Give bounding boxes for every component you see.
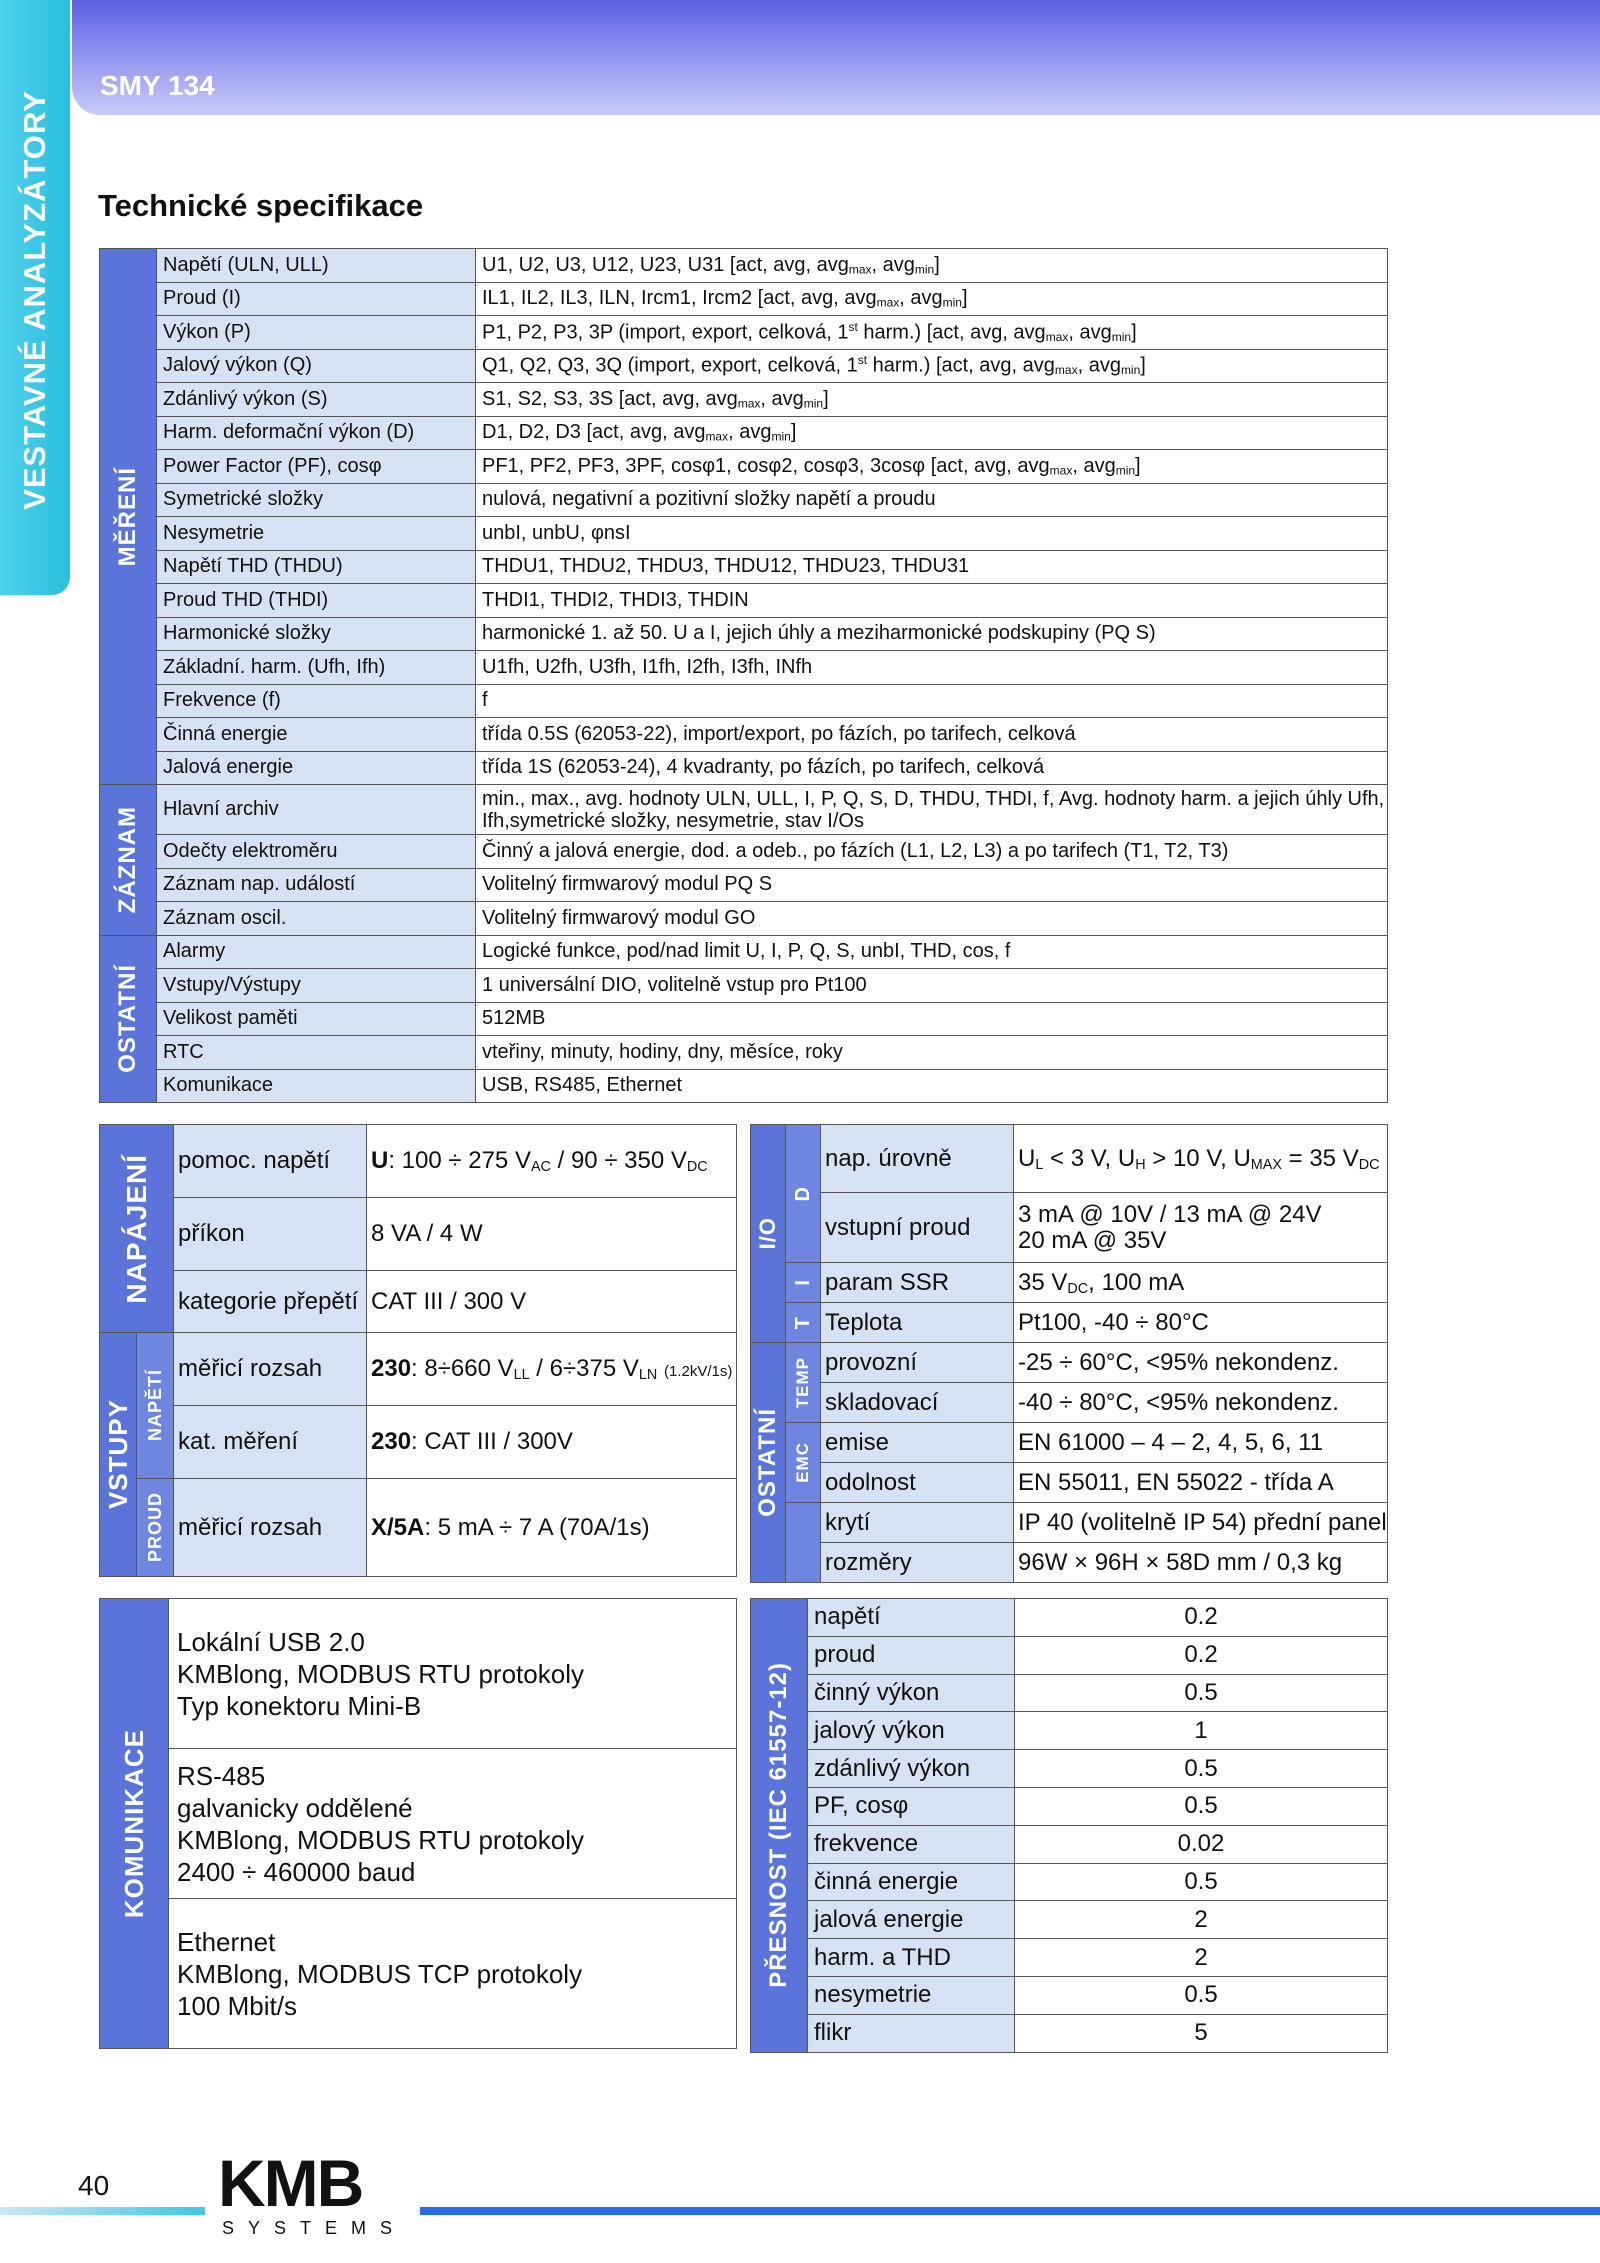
logo-main: KMB bbox=[218, 2146, 363, 2220]
group-i: I bbox=[786, 1263, 821, 1303]
spec-value: IL1, IL2, IL3, ILN, Ircm1, Ircm2 [act, avg, avg$_{max}$, avg$_{min}$] bbox=[476, 282, 1388, 316]
spec-value: 8 VA / 4 W bbox=[367, 1198, 737, 1271]
page-title: Technické specifikace bbox=[98, 188, 424, 223]
spec-label: Odečty elektroměru bbox=[157, 835, 476, 869]
group-temp: TEMP bbox=[786, 1343, 821, 1423]
accuracy-row bbox=[751, 1939, 1388, 1977]
spec-label: Harm. deformační výkon (D) bbox=[157, 416, 476, 450]
accuracy-label: činná energie bbox=[808, 1863, 1015, 1901]
spec-value: 1 universální DIO, volitelně vstup pro Pt100 bbox=[476, 969, 1388, 1003]
group-other: OSTATNÍ bbox=[751, 1343, 786, 1583]
accuracy-row bbox=[751, 1712, 1388, 1750]
accuracy-row bbox=[751, 1825, 1388, 1863]
spec-label: rozměry bbox=[821, 1543, 1014, 1583]
spec-value: nulová, negativní a pozitivní složky napětí a proudu bbox=[476, 483, 1388, 517]
accuracy-value: 5 bbox=[1015, 2014, 1388, 2052]
accuracy-value: 0.5 bbox=[1015, 1674, 1388, 1712]
main-spec-table bbox=[99, 248, 1388, 1103]
group-inputs: VSTUPY bbox=[100, 1333, 137, 1577]
accuracy-value: 0.5 bbox=[1015, 1976, 1388, 2014]
spec-value: EN 55011, EN 55022 - třída A bbox=[1014, 1463, 1388, 1503]
spec-value: USB, RS485, Ethernet bbox=[476, 1069, 1388, 1103]
accuracy-row bbox=[751, 1863, 1388, 1901]
spec-value: Logické funkce, pod/nad limit U, I, P, Q, S, unbI, THD, cos, f bbox=[476, 935, 1388, 969]
spec-value: U1, U2, U3, U12, U23, U31 [act, avg, avg$_{max}$, avg$_{min}$] bbox=[476, 249, 1388, 283]
spec-row bbox=[100, 868, 1388, 902]
spec-value: PF1, PF2, PF3, 3PF, cosφ1, cosφ2, cosφ3, 3cosφ [act, avg, avg$_{max}$, avg$_{min}$] bbox=[476, 450, 1388, 484]
spec-row bbox=[100, 684, 1388, 718]
group-emc: EMC bbox=[786, 1423, 821, 1503]
accuracy-row bbox=[751, 1750, 1388, 1788]
spec-label: Vstupy/Výstupy bbox=[157, 969, 476, 1003]
accuracy-value: 0.5 bbox=[1015, 1787, 1388, 1825]
comm-line: KMBlong, MODBUS RTU protokoly bbox=[177, 1824, 584, 1855]
spec-label: kategorie přepětí bbox=[174, 1271, 367, 1333]
spec-label: RTC bbox=[157, 1036, 476, 1070]
spec-label: Symetrické složky bbox=[157, 483, 476, 517]
spec-row bbox=[100, 935, 1388, 969]
spec-label: Alarmy bbox=[157, 935, 476, 969]
spec-value: P1, P2, P3, 3P (import, export, celková, 1st harm.) [act, avg, avg$_{max}$, avg$_{min}$] bbox=[476, 316, 1388, 350]
spec-label: vstupní proud bbox=[821, 1193, 1014, 1263]
spec-value: U1fh, U2fh, U3fh, I1fh, I2fh, I3fh, INfh bbox=[476, 651, 1388, 685]
spec-row bbox=[100, 902, 1388, 936]
accuracy-label: činný výkon bbox=[808, 1674, 1015, 1712]
group-other-blank bbox=[786, 1503, 821, 1583]
spec-row bbox=[100, 450, 1388, 484]
spec-value: D1, D2, D3 [act, avg, avg$_{max}$, avg$_{min}$] bbox=[476, 416, 1388, 450]
spec-value: 3 mA @ 10V / 13 mA @ 24V 20 mA @ 35V bbox=[1014, 1193, 1388, 1263]
comm-line: KMBlong, MODBUS TCP protokoly bbox=[177, 1958, 583, 1989]
accuracy-label: jalová energie bbox=[808, 1901, 1015, 1939]
accuracy-label: proud bbox=[808, 1636, 1015, 1674]
spec-row bbox=[100, 1036, 1388, 1070]
accuracy-row bbox=[751, 1674, 1388, 1712]
spec-row bbox=[100, 651, 1388, 685]
group-voltage: NAPĚTÍ bbox=[137, 1333, 174, 1479]
accuracy-value: 0.5 bbox=[1015, 1750, 1388, 1788]
spec-label: Komunikace bbox=[157, 1069, 476, 1103]
spec-label: nap. úrovně bbox=[821, 1125, 1014, 1193]
spec-value: 230: CAT III / 300V bbox=[367, 1406, 737, 1479]
spec-label: param SSR bbox=[821, 1263, 1014, 1303]
spec-label: Činná energie bbox=[157, 718, 476, 752]
spec-row bbox=[100, 249, 1388, 283]
comm-block bbox=[169, 1599, 737, 1749]
spec-row bbox=[100, 1002, 1388, 1036]
spec-label: příkon bbox=[174, 1198, 367, 1271]
spec-label: provozní bbox=[821, 1343, 1014, 1383]
spec-value: -40 ÷ 80°C, <95% nekondenz. bbox=[1014, 1383, 1388, 1423]
model-name: SMY 134 bbox=[100, 70, 215, 101]
spec-value: IP 40 (volitelně IP 54) přední panel bbox=[1014, 1503, 1388, 1543]
accuracy-row bbox=[751, 2014, 1388, 2052]
spec-label: Nesymetrie bbox=[157, 517, 476, 551]
power-inputs-table bbox=[99, 1124, 737, 1577]
side-title: VESTAVNÉ ANALYZÁTORY bbox=[17, 90, 52, 510]
accuracy-label: frekvence bbox=[808, 1825, 1015, 1863]
spec-value: f bbox=[476, 684, 1388, 718]
group-2: OSTATNÍ bbox=[100, 935, 157, 1103]
spec-value: S1, S2, S3, 3S [act, avg, avg$_{max}$, avg$_{min}$] bbox=[476, 383, 1388, 417]
spec-value: X/5A: 5 mA ÷ 7 A (70A/1s) bbox=[367, 1479, 737, 1577]
spec-value: min., max., avg. hodnoty ULN, ULL, I, P, Q, S, D, THDU, THDI, f, Avg. hodnoty harm. a jejich úhly Ufh, Ifh,symetrické složky, nesymetrie, stav I/Os bbox=[476, 785, 1388, 835]
group-0: MĚŘENÍ bbox=[100, 249, 157, 785]
accuracy-row bbox=[751, 1787, 1388, 1825]
io-other-table bbox=[750, 1124, 1388, 1583]
spec-label: Jalový výkon (Q) bbox=[157, 349, 476, 383]
spec-label: Velikost paměti bbox=[157, 1002, 476, 1036]
spec-value: třída 1S (62053-24), 4 kvadranty, po fázích, po tarifech, celková bbox=[476, 751, 1388, 785]
group-power: NAPÁJENÍ bbox=[100, 1125, 174, 1333]
accuracy-row bbox=[751, 1636, 1388, 1674]
group-t: T bbox=[786, 1303, 821, 1343]
spec-value: Q1, Q2, Q3, 3Q (import, export, celková, 1st harm.) [act, avg, avg$_{max}$, avg$_{min}$] bbox=[476, 349, 1388, 383]
spec-value: Volitelný firmwarový modul PQ S bbox=[476, 868, 1388, 902]
spec-value: 35 $V_{DC}$, 100 mA bbox=[1014, 1263, 1388, 1303]
spec-value: třída 0.5S (62053-22), import/export, po fázích, po tarifech, celková bbox=[476, 718, 1388, 752]
comm-line: KMBlong, MODBUS RTU protokoly bbox=[177, 1658, 584, 1689]
spec-label: Napětí (ULN, ULL) bbox=[157, 249, 476, 283]
accuracy-value: 1 bbox=[1015, 1712, 1388, 1750]
spec-value: unbI, unbU, φnsI bbox=[476, 517, 1388, 551]
accuracy-value: 2 bbox=[1015, 1939, 1388, 1977]
spec-value: Volitelný firmwarový modul GO bbox=[476, 902, 1388, 936]
comm-line: 2400 ÷ 460000 baud bbox=[177, 1856, 416, 1887]
accuracy-table bbox=[750, 1598, 1388, 2053]
spec-row bbox=[100, 584, 1388, 618]
spec-row bbox=[100, 517, 1388, 551]
comm-line: galvanicky oddělené bbox=[177, 1792, 413, 1823]
spec-row bbox=[100, 785, 1388, 835]
spec-label: měřicí rozsah bbox=[174, 1333, 367, 1406]
accuracy-label: jalový výkon bbox=[808, 1712, 1015, 1750]
spec-row bbox=[100, 349, 1388, 383]
spec-row bbox=[100, 483, 1388, 517]
spec-label: Teplota bbox=[821, 1303, 1014, 1343]
comm-line: 100 Mbit/s bbox=[177, 1990, 297, 2021]
spec-label: Výkon (P) bbox=[157, 316, 476, 350]
spec-label: Harmonické složky bbox=[157, 617, 476, 651]
footer-line-right bbox=[420, 2207, 1600, 2215]
accuracy-label: napětí bbox=[808, 1599, 1015, 1637]
group-d: D bbox=[786, 1125, 821, 1263]
spec-row bbox=[100, 383, 1388, 417]
spec-label: měřicí rozsah bbox=[174, 1479, 367, 1577]
logo-sub: SYSTEMS bbox=[222, 2218, 407, 2238]
spec-label: krytí bbox=[821, 1503, 1014, 1543]
comm-line: Typ konektoru Mini-B bbox=[177, 1690, 422, 1721]
spec-row bbox=[100, 835, 1388, 869]
accuracy-row bbox=[751, 1599, 1388, 1637]
accuracy-row bbox=[751, 1976, 1388, 2014]
spec-label: Zdánlivý výkon (S) bbox=[157, 383, 476, 417]
group-accuracy: PŘESNOST (IEC 61557-12) bbox=[751, 1599, 808, 2053]
accuracy-label: harm. a THD bbox=[808, 1939, 1015, 1977]
spec-label: Záznam nap. událostí bbox=[157, 868, 476, 902]
spec-value: -25 ÷ 60°C, <95% nekondenz. bbox=[1014, 1343, 1388, 1383]
accuracy-label: nesymetrie bbox=[808, 1976, 1015, 2014]
spec-row bbox=[100, 969, 1388, 1003]
spec-label: Záznam oscil. bbox=[157, 902, 476, 936]
spec-label: Frekvence (f) bbox=[157, 684, 476, 718]
accuracy-row bbox=[751, 1901, 1388, 1939]
spec-label: Proud THD (THDI) bbox=[157, 584, 476, 618]
spec-row bbox=[100, 550, 1388, 584]
comm-line: Lokální USB 2.0 bbox=[177, 1626, 365, 1657]
spec-value: CAT III / 300 V bbox=[367, 1271, 737, 1333]
accuracy-value: 0.5 bbox=[1015, 1863, 1388, 1901]
side-tab bbox=[0, 0, 70, 595]
group-communication: KOMUNIKACE bbox=[100, 1599, 169, 2049]
spec-label: skladovací bbox=[821, 1383, 1014, 1423]
accuracy-value: 0.02 bbox=[1015, 1825, 1388, 1863]
spec-label: Základní. harm. (Ufh, Ifh) bbox=[157, 651, 476, 685]
communication-table bbox=[99, 1598, 737, 2049]
spec-value: THDI1, THDI2, THDI3, THDIN bbox=[476, 584, 1388, 618]
spec-value: EN 61000 – 4 – 2, 4, 5, 6, 11 bbox=[1014, 1423, 1388, 1463]
spec-label: Napětí THD (THDU) bbox=[157, 550, 476, 584]
accuracy-label: PF, cosφ bbox=[808, 1787, 1015, 1825]
spec-value: $U_L < 3$ V, $U_H > 10$ V, $U_{MAX} = 35$ $V_{DC}$ bbox=[1014, 1125, 1388, 1193]
accuracy-value: 2 bbox=[1015, 1901, 1388, 1939]
spec-row bbox=[100, 1069, 1388, 1103]
group-1: ZÁZNAM bbox=[100, 785, 157, 936]
spec-value: U: 100 ÷ 275 $V_{AC} / 90 \div 350$ $V_{DC}$ bbox=[367, 1125, 737, 1198]
header-banner bbox=[72, 0, 1600, 115]
spec-value: 230: 8÷660 $V_{LL} / 6\div 375$ $V_{LN}$ (1.2kV/1s) bbox=[367, 1333, 737, 1406]
spec-label: kat. měření bbox=[174, 1406, 367, 1479]
spec-row bbox=[100, 718, 1388, 752]
spec-label: Hlavní archiv bbox=[157, 785, 476, 835]
kmb-logo bbox=[218, 2146, 407, 2239]
spec-label: pomoc. napětí bbox=[174, 1125, 367, 1198]
spec-label: Jalová energie bbox=[157, 751, 476, 785]
spec-label: emise bbox=[821, 1423, 1014, 1463]
spec-value: THDU1, THDU2, THDU3, THDU12, THDU23, THDU31 bbox=[476, 550, 1388, 584]
spec-value: Činný a jalová energie, dod. a odeb., po fázích (L1, L2, L3) a po tarifech (T1, T2, T3) bbox=[476, 835, 1388, 869]
comm-block bbox=[169, 1899, 737, 2049]
accuracy-label: zdánlivý výkon bbox=[808, 1750, 1015, 1788]
spec-row bbox=[100, 282, 1388, 316]
footer-line-left bbox=[0, 2207, 205, 2215]
spec-row bbox=[100, 316, 1388, 350]
accuracy-value: 0.2 bbox=[1015, 1599, 1388, 1637]
group-current: PROUD bbox=[137, 1479, 174, 1577]
spec-value: 96W × 96H × 58D mm / 0,3 kg bbox=[1014, 1543, 1388, 1583]
spec-value: Pt100, -40 ÷ 80°C bbox=[1014, 1303, 1388, 1343]
spec-value: harmonické 1. až 50. U a I, jejich úhly a meziharmonické podskupiny (PQ S) bbox=[476, 617, 1388, 651]
spec-row bbox=[100, 751, 1388, 785]
accuracy-label: flikr bbox=[808, 2014, 1015, 2052]
comm-block bbox=[169, 1749, 737, 1899]
page-number: 40 bbox=[78, 2170, 110, 2201]
spec-row bbox=[100, 416, 1388, 450]
group-io: I/O bbox=[751, 1125, 786, 1343]
spec-label: Power Factor (PF), cosφ bbox=[157, 450, 476, 484]
comm-line: Ethernet bbox=[177, 1926, 276, 1957]
spec-value: vteřiny, minuty, hodiny, dny, měsíce, roky bbox=[476, 1036, 1388, 1070]
comm-line: RS-485 bbox=[177, 1760, 266, 1791]
spec-label: odolnost bbox=[821, 1463, 1014, 1503]
accuracy-value: 0.2 bbox=[1015, 1636, 1388, 1674]
spec-value: 512MB bbox=[476, 1002, 1388, 1036]
spec-row bbox=[100, 617, 1388, 651]
spec-label: Proud (I) bbox=[157, 282, 476, 316]
